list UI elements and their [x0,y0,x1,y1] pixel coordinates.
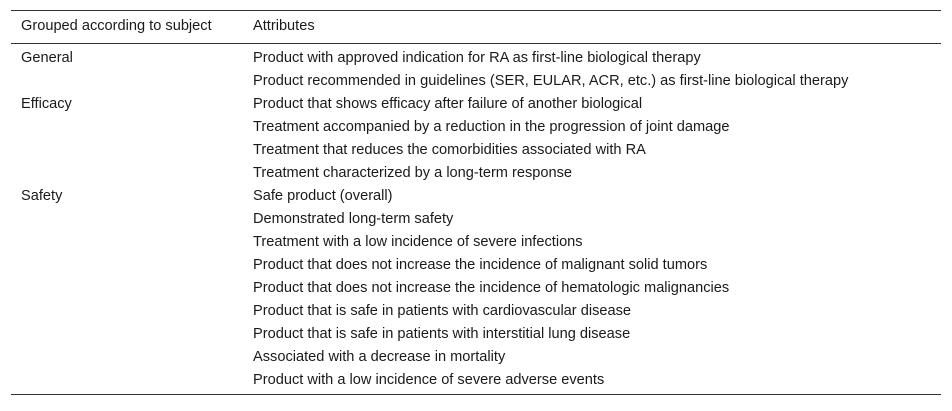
header-row [11,11,941,44]
table-row [11,300,941,323]
table-body [11,44,941,395]
attribute-cell: Product recommended in guidelines (SER, EULAR, ACR, etc.) as first-line biological therapy [253,73,849,89]
attribute-cell: Product that shows efficacy after failure of another biological [253,96,643,112]
table-row [11,139,941,162]
table-row [11,116,941,139]
group-cell-empty [11,231,243,254]
group-cell-empty [11,70,243,93]
table-row [11,346,941,369]
group-name-general: General [21,50,73,66]
attribute-cell: Product that does not increase the incidence of malignant solid tumors [253,257,708,273]
group-cell-empty [11,277,243,300]
table-row [11,254,941,277]
header-group: Grouped according to subject [21,18,212,34]
table-row [11,208,941,231]
attributes-table-container [11,10,941,395]
attribute-cell: Product with a low incidence of severe adverse events [253,372,605,388]
attribute-cell: Demonstrated long-term safety [253,211,454,227]
table-row [11,93,941,116]
table-row [11,323,941,346]
attribute-cell: Associated with a decrease in mortality [253,349,506,365]
table-row [11,44,941,71]
table-header [11,11,941,44]
table-row [11,185,941,208]
table-row [11,231,941,254]
attribute-cell: Treatment accompanied by a reduction in the progression of joint damage [253,119,730,135]
group-name-safety: Safety [21,188,63,204]
group-cell-empty [11,323,243,346]
attribute-cell: Product that is safe in patients with cardiovascular disease [253,303,632,319]
group-cell-empty [11,300,243,323]
group-cell-empty [11,208,243,231]
group-cell-empty [11,369,243,395]
group-cell-empty [11,346,243,369]
table-row [11,369,941,395]
group-name-efficacy: Efficacy [21,96,72,112]
group-cell-empty [11,162,243,185]
attribute-cell: Product with approved indication for RA as first-line biological therapy [253,50,701,66]
group-cell-empty [11,116,243,139]
table-row [11,162,941,185]
attribute-cell: Treatment that reduces the comorbidities associated with RA [253,142,646,158]
attribute-cell: Product that does not increase the incidence of hematologic malignancies [253,280,730,296]
attribute-cell: Product that is safe in patients with interstitial lung disease [253,326,631,342]
attribute-cell: Treatment with a low incidence of severe infections [253,234,583,250]
attributes-table [11,10,941,395]
header-attributes: Attributes [253,18,315,34]
table-row [11,277,941,300]
attribute-cell: Safe product (overall) [253,188,393,204]
group-cell-empty [11,139,243,162]
table-row [11,70,941,93]
attribute-cell: Treatment characterized by a long-term response [253,165,573,181]
group-cell-empty [11,254,243,277]
